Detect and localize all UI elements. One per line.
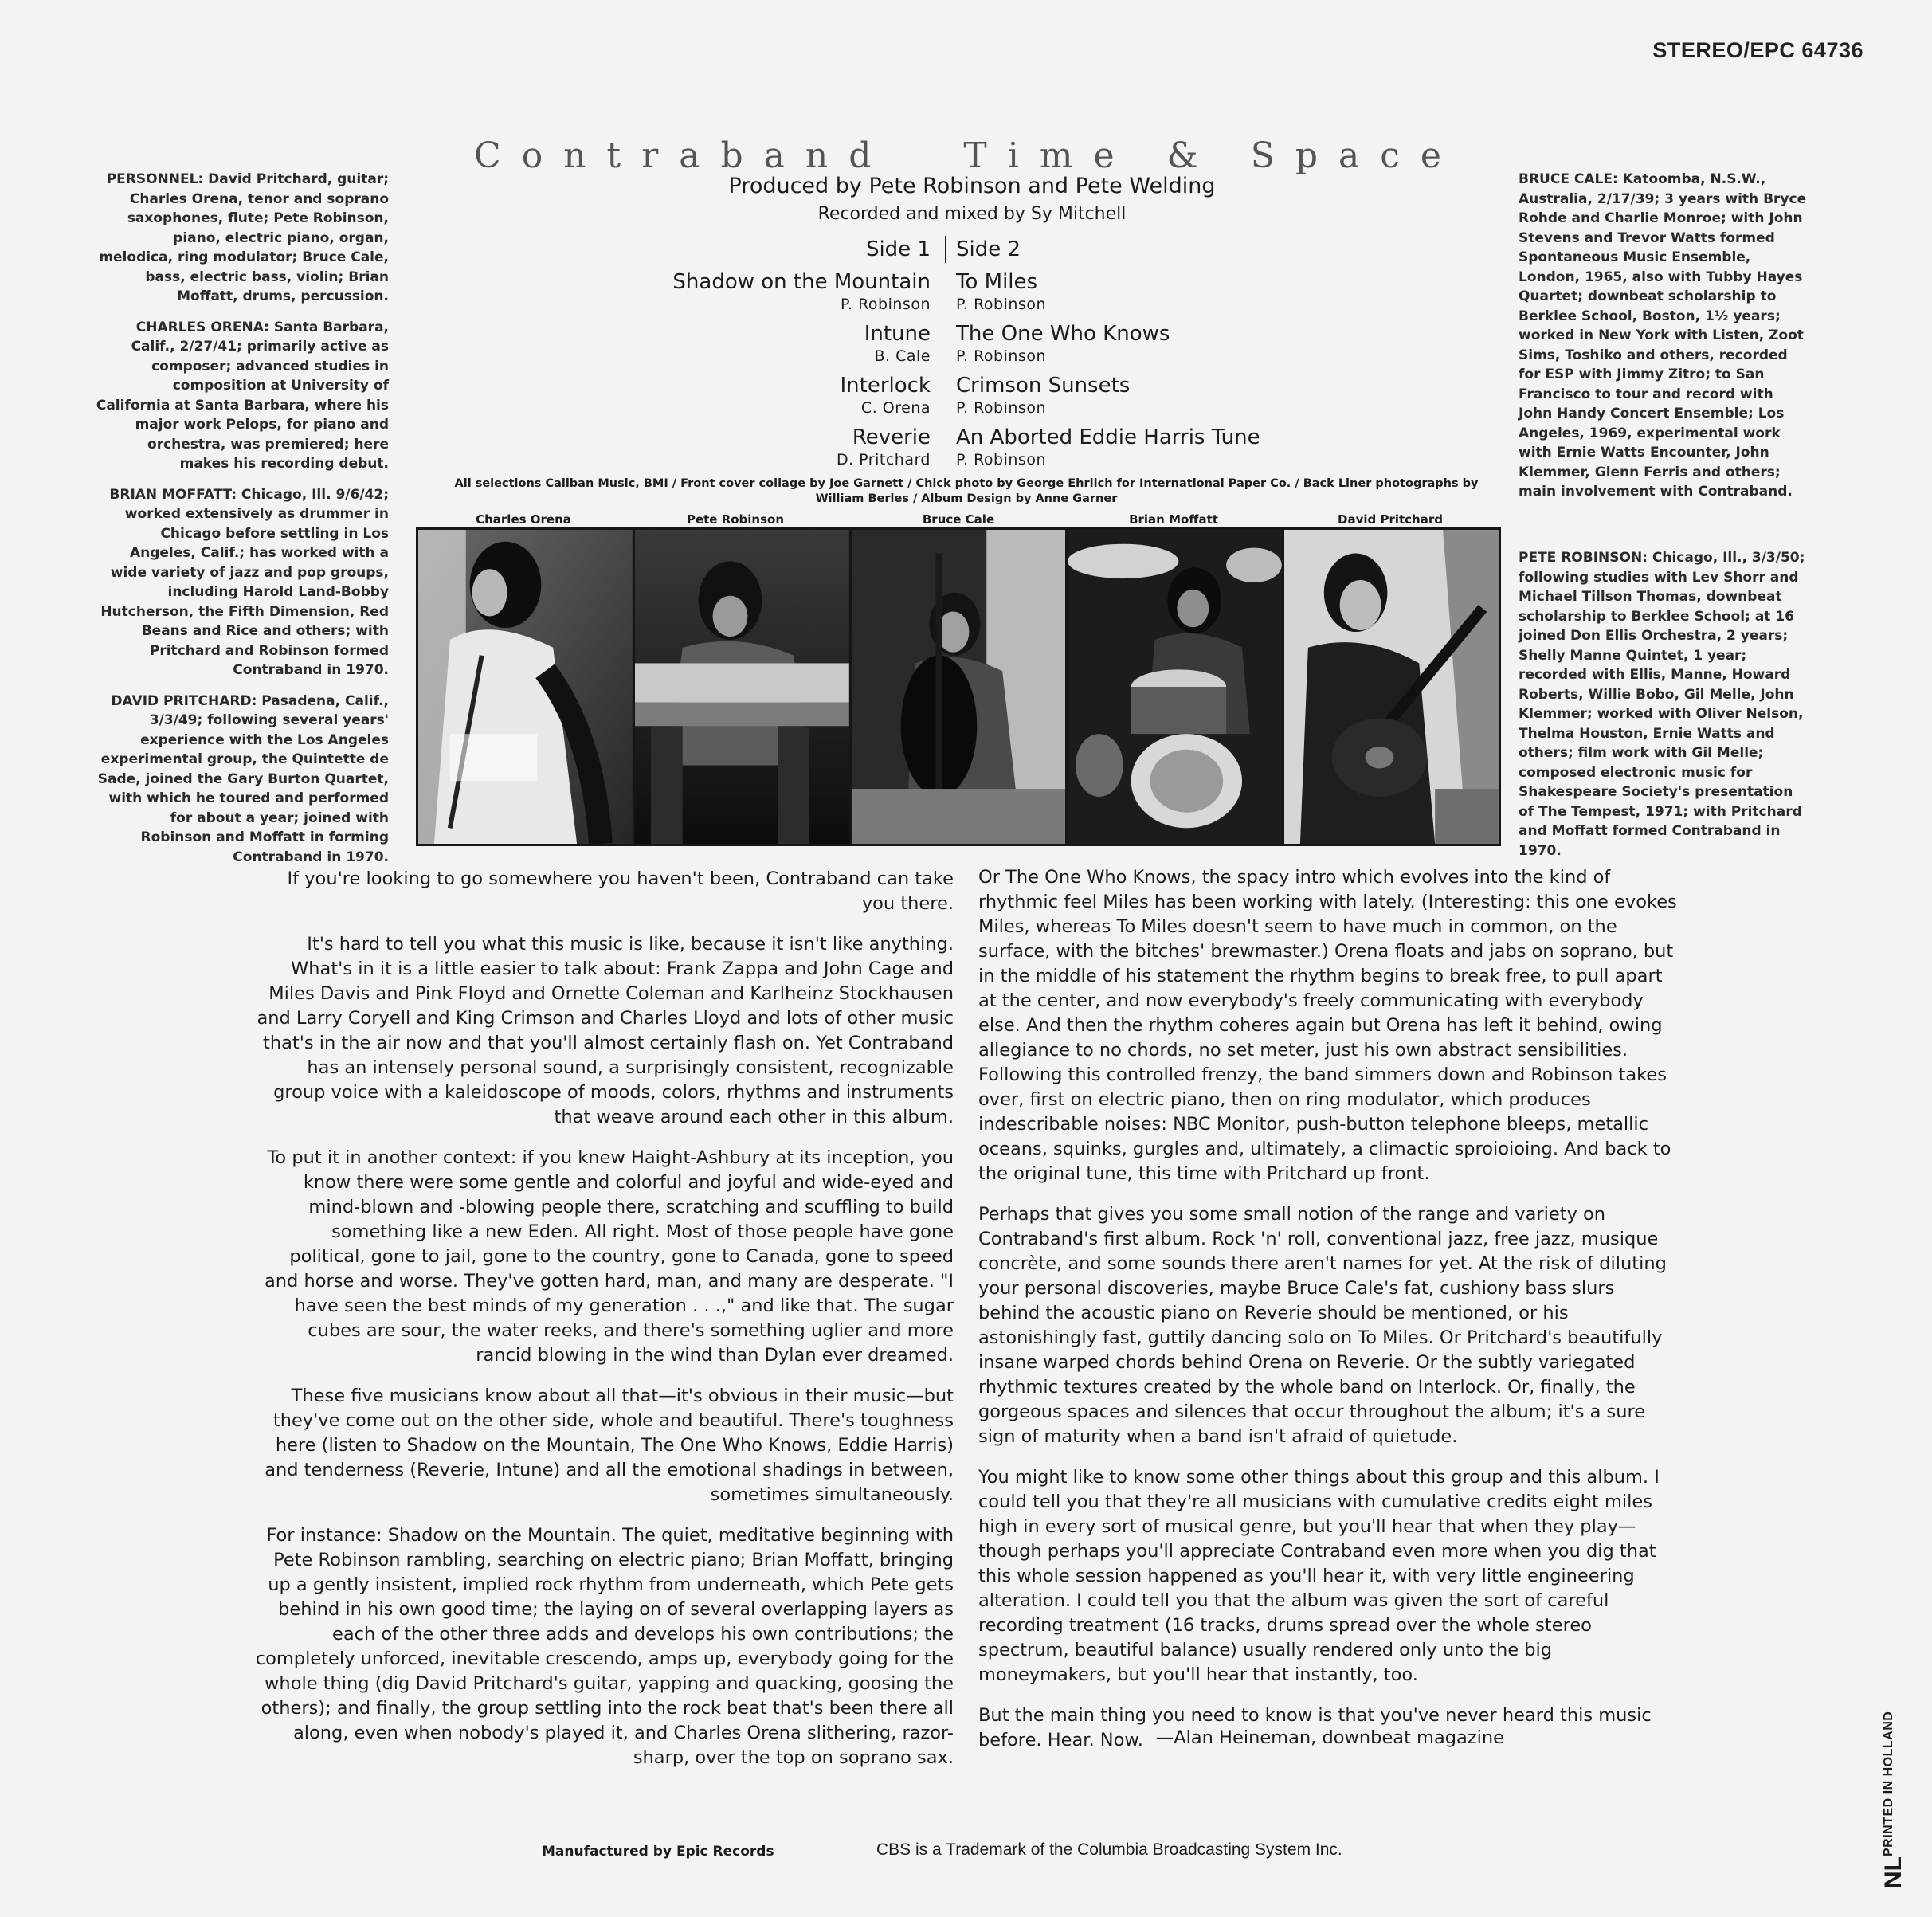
production-credits: [629, 172, 1315, 228]
recorded-by: Recorded and mixed by Sy Mitchell: [817, 204, 1127, 224]
photo-label-cale: Bruce Cale: [922, 512, 995, 527]
track-composer: B. Cale: [874, 347, 931, 365]
track-composer: P. Robinson: [956, 399, 1046, 417]
essay-paragraph: Or The One Who Knows, the spacy intro which evolves into the kind of rhythmic feel Miles has been working with lately. (Interesting: this one evokes Miles, whereas To Miles doesn't seem to have much in common, on the surface, with the bitches' brewmaster.) Orena floats and jabs on soprano, but in the middle of his statement the rhythm begins to break free, to pull apart at the center, and now everybody's freely communicating with everybody else. And then the rhythm coheres again but Orena has left it behind, owing allegiance to no chords, no set meter, just his own abstract sensibilities. Following this controlled frenzy, the band simmers down and Robinson takes over, first on electric piano, then on ring modulator, which produces indescribable noises: NBC Monitor, push-button telephone bleeps, metallic oceans, squinks, gurgles and, ultimately, a climactic sproioioing. And back to the original tune, this time with Pritchard up front.: [978, 867, 1677, 1184]
essay-signature: —Alan Heineman, downbeat magazine: [1155, 1727, 1504, 1748]
essay-paragraph: You might like to know some other things about this group and this album. I could tell you that they're all musicians with cumulative credits eight miles high in every sort of musical genre, but you'll hear that when they play—though perhaps you'll appreciate Contraband even more when you dig that this whole session happened as you'll hear it, with very little engineering alteration. I could tell you that the album was given the sort of careful recording treatment (16 tracks, drums spread over the whole stereo spectrum, beautiful balance) usually rendered only unto the big moneymakers, but you'll hear that instantly, too.: [978, 1467, 1660, 1685]
essay-paragraph: If you're looking to go somewhere you haven't been, Contraband can take you there.: [287, 868, 954, 914]
track-title: Interlock: [840, 374, 931, 398]
album-title: [446, 135, 1490, 176]
track-listing: [558, 236, 1291, 476]
track-composer: P. Robinson: [956, 451, 1046, 468]
track-title: The One Who Knows: [956, 322, 1170, 346]
essay-paragraph: Perhaps that gives you some small notion of the range and variety on Contraband's first album. Rock 'n' roll, conventional jazz, free jazz, musique concrète, and some sounds there aren't names for yet. At the risk of diluting your personal discoveries, maybe Bruce Cale's fat, cushiony bass slurs behind the acoustic piano on Reverie should be mentioned, or his astonishingly fast, guttily dancing solo on To Miles. Or Pritchard's beautifully insane warped chords behind Orena on Reverie. Or the subtly variegated rhythmic textures created by the whole band on Interlock. Or, finally, the gorgeous spaces and silences that occur throughout the album; it's a sure sign of maturity when a band isn't afraid of quietude.: [978, 1204, 1667, 1447]
essay-paragraph: To put it in another context: if you knew Haight-Ashbury at its inception, you know there were some gentle and colorful and joyful and wide-eyed and mind-blown and -blowing people there, scratching and scuffling to build something like a new Eden. All right. Most of those people have gone political, gone to jail, gone to the country, gone to Canada, gone to speed and horse and worse. They've gotten hard, man, and many are desperate. "I have seen the best minds of my generation . . .," and like that. The sugar cubes are sour, the water reeks, and there's something uglier and more rancid blowing in the wind than Dylan ever dreamed.: [264, 1147, 954, 1366]
photo-label-orena: Charles Orena: [476, 512, 571, 527]
track-title: To Miles: [956, 270, 1038, 294]
side-headers: [558, 236, 1291, 263]
left-bios: [96, 170, 389, 878]
track-composer: P. Robinson: [956, 296, 1046, 313]
manufactured-by: Manufactured by Epic Records: [542, 1844, 774, 1860]
side2-heading: Side 2: [945, 236, 1291, 263]
track-composer: P. Robinson: [956, 347, 1046, 365]
liner-notes-left: [255, 867, 954, 1786]
photo-brian-moffatt: [1068, 530, 1284, 844]
track-row: [558, 425, 1291, 469]
track-title: Reverie: [852, 425, 931, 449]
bio-pete-robinson: PETE ROBINSON: Chicago, Ill., 3/3/50; following studies with Lev Shorr and Michael Tillson Thomas, downbeat scholarship to Berklee School; at 16 joined Don Ellis Orchestra, 2 years; Shelly Manne Quintet, 1 year; recorded with Ellis, Manne, Howard Roberts, Willie Bobo, Gil Melle, John Klemmer; worked with Oliver Nelson, Thelma Houston, Ernie Watts and others; film work with Gil Melle; composed electronic music for Shakespeare Society's presentation of The Tempest, 1971; with Pritchard and Moffatt formed Contraband in 1970.: [1519, 550, 1805, 859]
photo-charles-orena: [418, 530, 635, 844]
photo-bruce-cale: [852, 530, 1068, 844]
bio-personnel: PERSONNEL: David Pritchard, guitar; Charles Orena, tenor and soprano saxophones, flute; Pete Robinson, piano, electric piano, organ, melodica, ring modulator; Bruce Cale, bass, electric bass, violin; Brian Moffatt, drums, percussion.: [99, 171, 389, 304]
printed-in: PRINTED IN HOLLAND: [1882, 1711, 1895, 1856]
bio-david-pritchard: DAVID PRITCHARD: Pasadena, Calif., 3/3/49; following several years' experience with the Los Angeles experimental group, the Quintette de Sade, joined the Gary Burton Quartet, with which he toured and performed for about a year; joined with Robinson and Moffatt in forming Contraband in 1970.: [97, 692, 389, 865]
track-row: [558, 269, 1291, 314]
track-title: Shadow on the Mountain: [672, 270, 931, 294]
selections-credit: All selections Caliban Music, BMI / Front cover collage by Joe Garnett / Chick photo by George Ehrlich for International Paper Co. / Back Liner photographs by William Berles / Album Design by Anne Garner: [454, 477, 1479, 505]
bio-brian-moffatt: BRIAN MOFFATT: Chicago, Ill. 9/6/42; worked extensively as drummer in Chicago before settling in Los Angeles, Calif.; has worked with a wide variety of jazz and pop groups, including Harold Land-Bobby Hutcherson, the Fifth Dimension, Red Beans and Rice and others; with Pritchard and Robinson formed Contraband in 1970.: [100, 486, 389, 678]
photo-label-pritchard: David Pritchard: [1338, 512, 1443, 527]
track-composer: D. Pritchard: [836, 451, 931, 468]
side1-heading: Side 1: [865, 237, 931, 261]
band-photo-strip: [416, 527, 1501, 846]
artist-name: Contraband: [474, 135, 892, 176]
essay-paragraph: But the main thing you need to know is that you've never heard this music before. Hear. Now.: [978, 1705, 1652, 1750]
trademark-notice: CBS is a Trademark of the Columbia Broadcasting System Inc.: [876, 1841, 1342, 1859]
essay-paragraph: These five musicians know about all that—it's obvious in their music—but they've come out on the other side, whole and beautiful. There's toughness here (listen to Shadow on the Mountain, The One Who Knows, Eddie Harris) and tenderness (Reverie, Intune) and all the emotional shadings in between, sometimes simultaneously.: [265, 1386, 954, 1505]
track-title: Crimson Sunsets: [956, 374, 1131, 398]
liner-notes-right: [978, 865, 1679, 1769]
album-name: Time & Space: [963, 135, 1462, 176]
bio-bruce-cale: BRUCE CALE: Katoomba, N.S.W., Australia, 2/17/39; 3 years with Bryce Rohde and Charlie Monroe; with John Stevens and Trevor Watts formed Spontaneous Music Ensemble, London, 1965, also with Tubby Hayes Quartet; downbeat scholarship to Berklee School, Boston, 1½ years; worked in New York with Listen, Zoot Sims, Toshiko and others, recorded for ESP with Jimmy Zitro; to San Francisco to tour and record with John Handy Concert Ensemble; Los Angeles, 1969, experimental work with Ernie Watts Encounter, John Klemmer, Glenn Ferris and others; main involvement with Contraband.: [1519, 171, 1807, 500]
photo-pete-robinson: [635, 530, 852, 844]
catalog-number: STEREO/EPC 64736: [1652, 38, 1863, 62]
produced-by: Produced by Pete Robinson and Pete Welding: [728, 174, 1216, 198]
essay-paragraph: It's hard to tell you what this music is like, because it isn't like anything. What's in it is a little easier to talk about: Frank Zappa and John Cage and Miles Davis and Pink Floyd and Ornette Coleman and Karlheinz Stockhausen and Larry Coryell and King Crimson and Charles Lloyd and lots of other music that's in the air now and that you'll almost certainly flash on. Yet Contraband has an intensely personal sound, a surprisingly consistent, recognizable group voice with a kaleidoscope of moods, colors, rhythms and instruments that weave around each other in this album.: [257, 934, 954, 1127]
track-composer: C. Orena: [860, 399, 931, 417]
photo-david-pritchard: [1284, 530, 1499, 844]
photo-label-robinson: Pete Robinson: [686, 512, 785, 527]
track-title: An Aborted Eddie Harris Tune: [956, 425, 1260, 449]
essay-paragraph: For instance: Shadow on the Mountain. The quiet, meditative beginning with Pete Robinson rambling, searching on electric piano; Brian Moffatt, bringing up a gently insistent, implied rock rhythm from underneath, which Pete gets behind in his own good time; the laying on of several overlapping layers as each of the other three adds and develops his own contributions; the completely unforced, inevitable crescendo, amps up, everybody going for the whole thing (dig David Pritchard's guitar, yapping and quacking, goosing the others); and finally, the group settling into the rock beat that's been there all along, even when nobody's played it, and Charles Orena slithering, razor-sharp, over the top on soprano sax.: [255, 1525, 954, 1768]
country-code: NL: [1880, 1856, 1907, 1888]
track-row: [558, 321, 1291, 366]
photo-label-moffatt: Brian Moffatt: [1129, 512, 1218, 527]
bio-charles-orena: CHARLES ORENA: Santa Barbara, Calif., 2/27/41; primarily active as composer; advanced studies in composition at University of California at Santa Barbara, where his major work Pelops, for piano and orchestra, was premiered; here makes his recording debut.: [96, 319, 389, 472]
track-row: [558, 373, 1291, 418]
track-composer: P. Robinson: [841, 296, 931, 313]
track-title: Intune: [864, 322, 931, 346]
